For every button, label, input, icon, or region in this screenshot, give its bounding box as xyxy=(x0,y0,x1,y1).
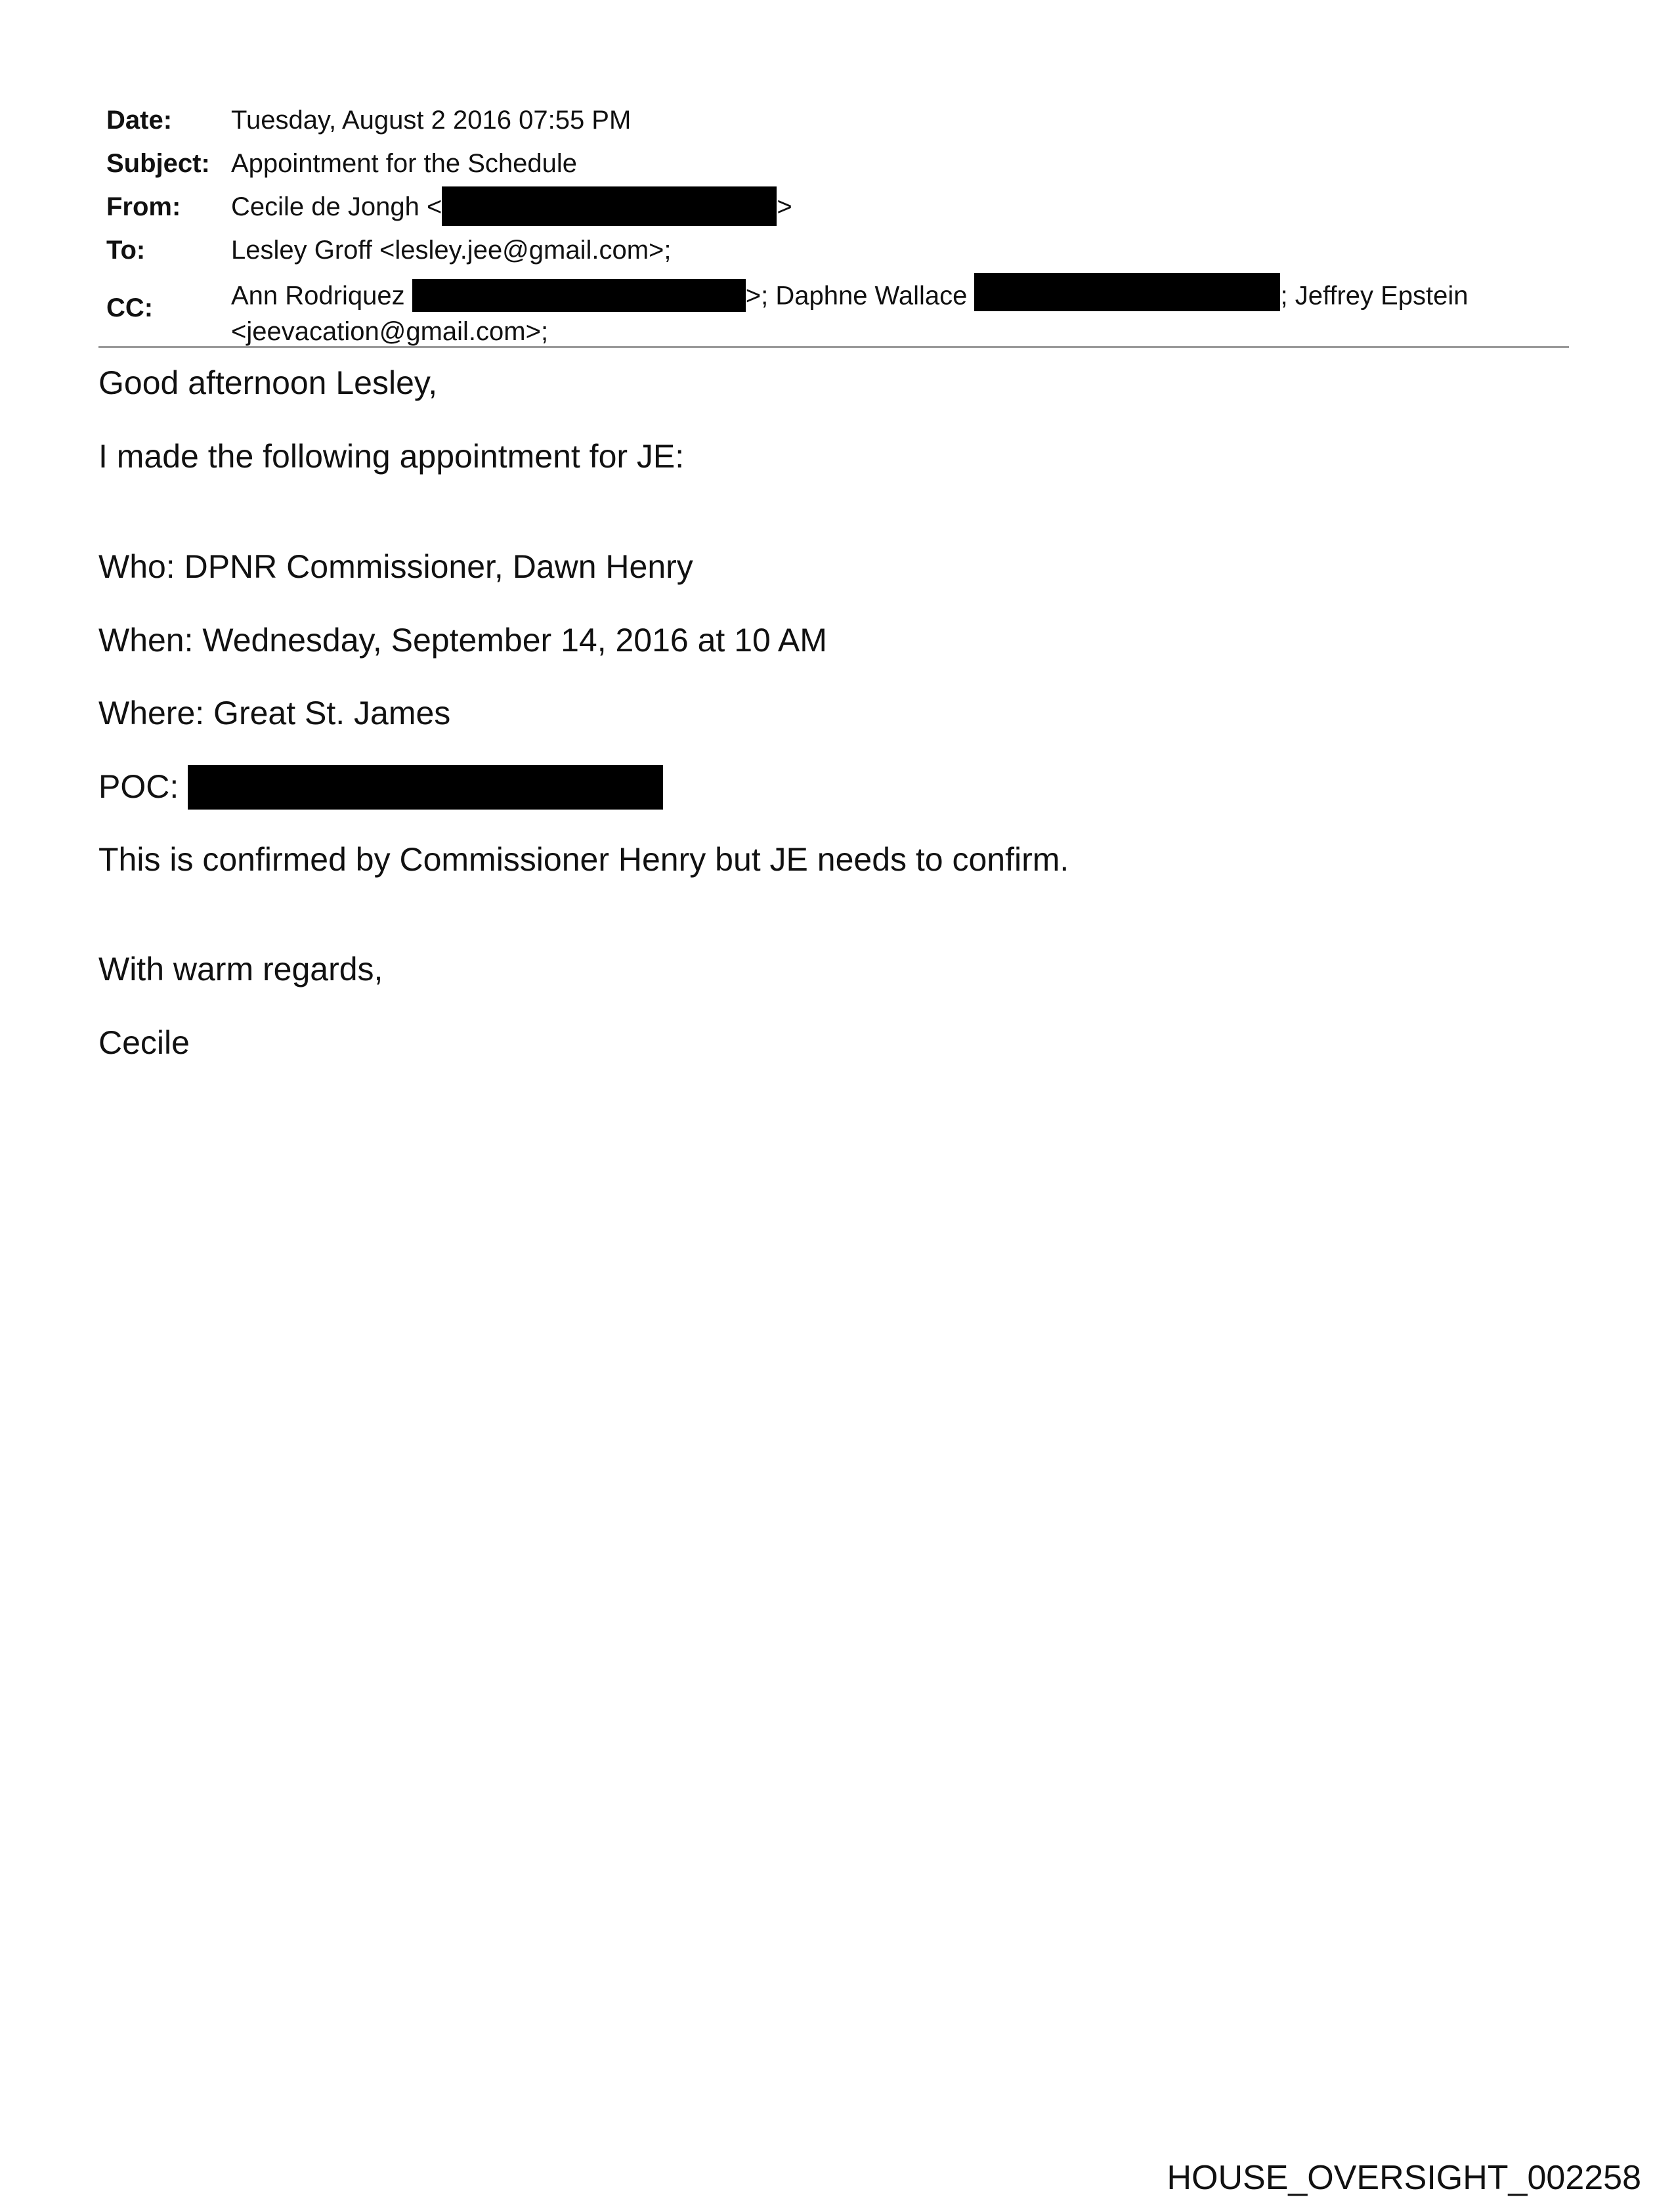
greeting: Good afternoon Lesley, xyxy=(98,364,438,401)
date-row xyxy=(98,98,1569,142)
email-header xyxy=(98,98,1569,344)
closing-line: With warm regards, xyxy=(98,951,383,987)
intro-line: I made the following appointment for JE: xyxy=(98,438,685,475)
from-close: > xyxy=(777,192,792,221)
from-value xyxy=(231,185,792,228)
signature: Cecile xyxy=(98,1024,190,1061)
redaction-block xyxy=(442,186,777,226)
cc-name-1: Ann Rodriquez xyxy=(231,281,405,311)
from-row xyxy=(98,185,1569,228)
redaction-block xyxy=(412,279,746,312)
where-line: Where: Great St. James xyxy=(98,695,451,731)
redaction-block xyxy=(188,765,663,810)
header-divider xyxy=(98,346,1569,348)
subject-row xyxy=(98,142,1569,185)
subject-value: Appointment for the Schedule xyxy=(231,149,578,178)
cc-value xyxy=(231,278,1469,347)
to-row xyxy=(98,228,1569,272)
date-label: Date: xyxy=(106,106,173,135)
date-value: Tuesday, August 2 2016 07:55 PM xyxy=(231,106,632,135)
from-name: Cecile de Jongh < xyxy=(231,192,442,221)
cc-line-2: <jeevacation@gmail.com>; xyxy=(231,317,549,346)
poc-label: POC: xyxy=(98,768,179,805)
who-line: Who: DPNR Commissioner, Dawn Henry xyxy=(98,548,693,585)
cc-row xyxy=(98,272,1569,344)
cc-line-1 xyxy=(231,278,1469,316)
to-label: To: xyxy=(106,236,146,265)
when-line: When: Wednesday, September 14, 2016 at 10 AM xyxy=(98,622,827,659)
subject-label: Subject: xyxy=(106,149,210,178)
redaction-block xyxy=(974,273,1280,311)
bates-number: HOUSE_OVERSIGHT_002258 xyxy=(1167,2159,1641,2197)
cc-separator-2: ; Jeffrey Epstein xyxy=(1280,281,1469,311)
cc-separator-1: >; Daphne Wallace xyxy=(745,281,968,311)
cc-label: CC: xyxy=(106,293,154,322)
poc-line xyxy=(98,764,663,812)
from-label: From: xyxy=(106,192,181,221)
to-value: Lesley Groff <lesley.jee@gmail.com>; xyxy=(231,236,672,265)
confirmation-line: This is confirmed by Commissioner Henry but JE needs to confirm. xyxy=(98,841,1069,878)
